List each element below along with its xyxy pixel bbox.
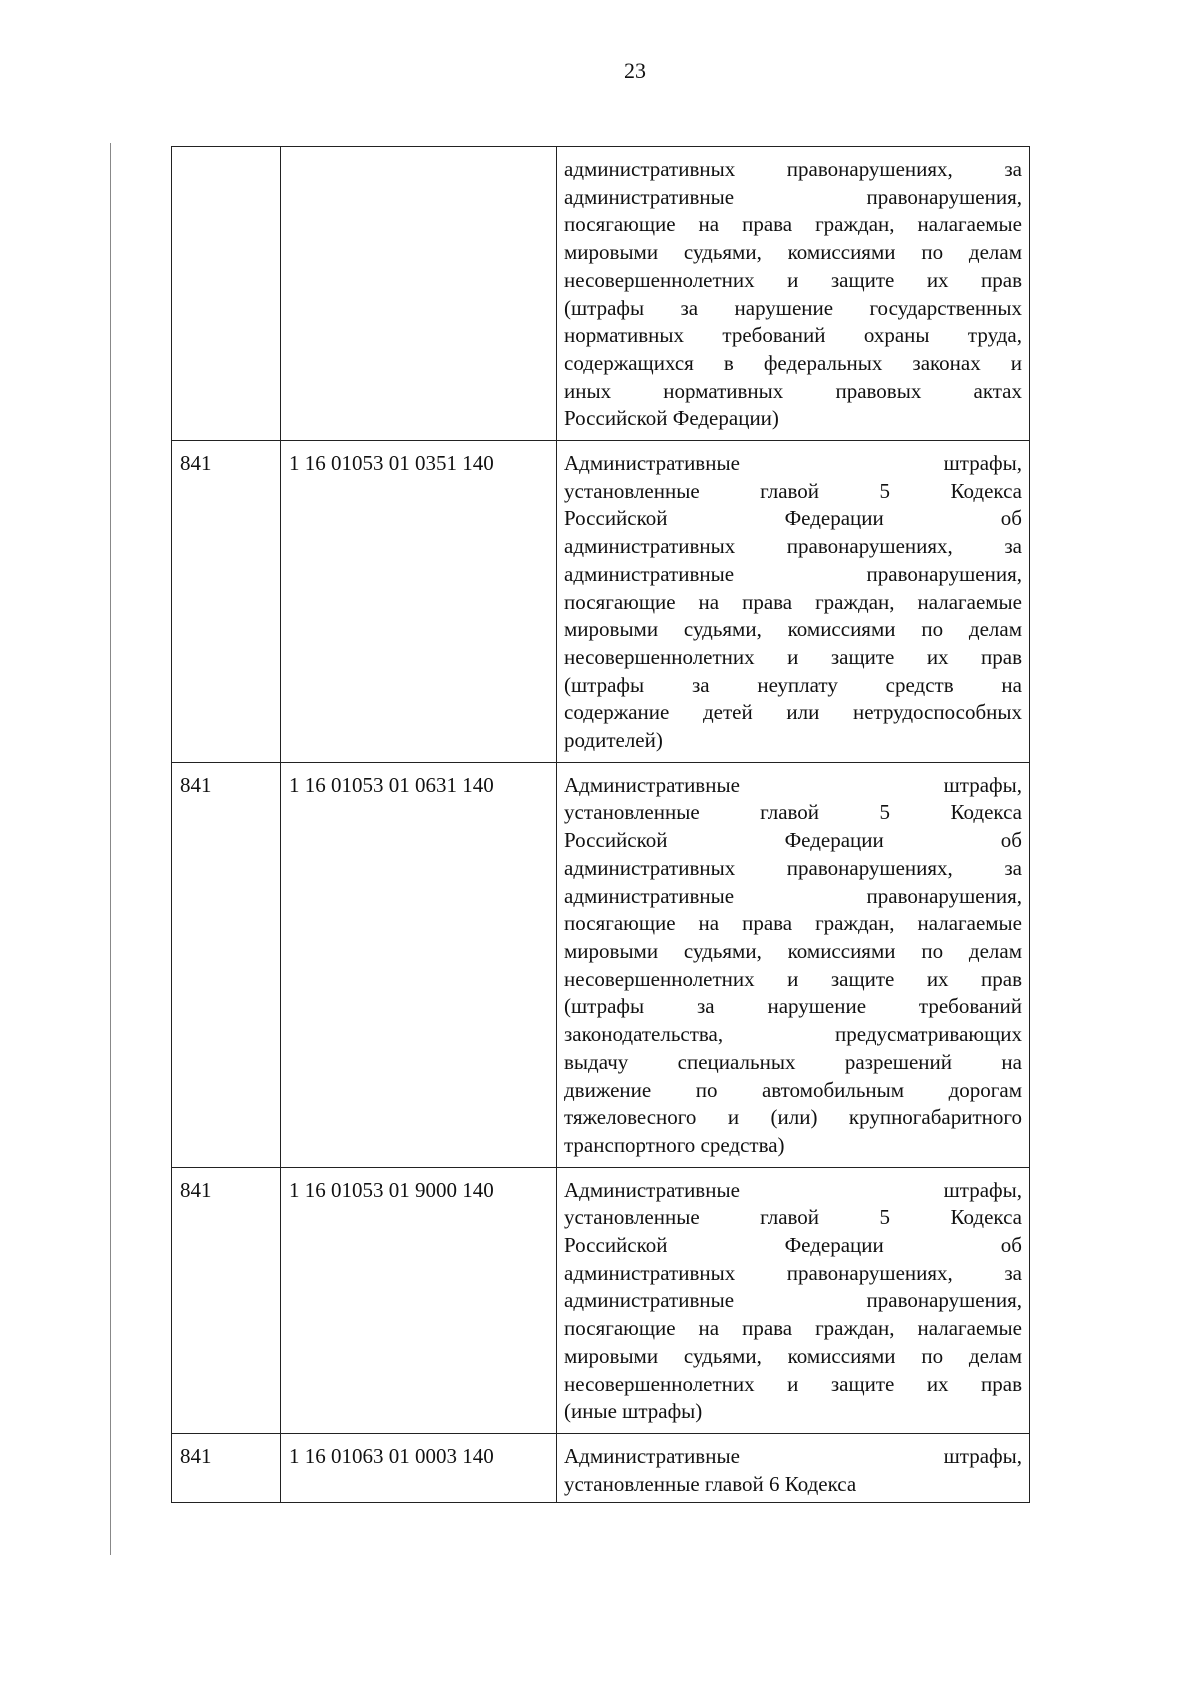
description-line: родителей): [564, 728, 663, 753]
description-line: административных правонарушениях, за: [564, 157, 1022, 181]
description-line: установленные главой 5 Кодекса: [564, 800, 1022, 825]
kbk-code-cell: 1 16 01053 01 9000 140: [281, 1167, 557, 1433]
description-line: тяжеловесного и (или) крупногабаритного: [564, 1105, 1022, 1130]
description-line: содержащихся в федеральных законах и: [564, 350, 1022, 375]
description-line: транспортного средства): [564, 1132, 785, 1157]
description-line: несовершеннолетних и защите их прав: [564, 267, 1022, 292]
description-line: Российской Федерации): [564, 406, 779, 431]
description-line: Административные штрафы,: [564, 1443, 1022, 1468]
description-line: (штрафы за неуплату средств на: [564, 672, 1022, 697]
table-row: [172, 1167, 1030, 1433]
description-line: несовершеннолетних и защите их прав: [564, 644, 1022, 669]
description-line: установленные главой 6 Кодекса: [564, 1471, 857, 1496]
description-line: Административные штрафы,: [564, 451, 1022, 476]
description-line: движение по автомобильным дорогам: [564, 1077, 1022, 1102]
budget-classification-table: [171, 146, 1030, 1503]
table-body: [172, 147, 1030, 1503]
description-line: установленные главой 5 Кодекса: [564, 1205, 1022, 1230]
table-row: [172, 441, 1030, 763]
description-line: (штрафы за нарушение государственных: [564, 295, 1022, 320]
description-line: выдачу специальных разрешений на: [564, 1049, 1022, 1074]
table-row: [172, 147, 1030, 441]
description-line: административные правонарушения,: [564, 184, 1022, 209]
description-line: административных правонарушениях, за: [564, 855, 1022, 880]
table-row: [172, 1433, 1030, 1502]
description-line: содержание детей или нетрудоспособных: [564, 700, 1022, 725]
description-cell: [557, 1167, 1030, 1433]
admin-code-cell: 841: [172, 441, 281, 763]
page-number: 23: [624, 58, 646, 83]
description-line: мировыми судьями, комиссиями по делам: [564, 240, 1022, 265]
description-line: Административные штрафы,: [564, 1177, 1022, 1202]
description-cell: [557, 762, 1030, 1167]
description-line: несовершеннолетних и защите их прав: [564, 966, 1022, 991]
kbk-code-cell: 1 16 01063 01 0003 140: [281, 1433, 557, 1502]
admin-code-cell: 841: [172, 1433, 281, 1502]
description-line: иных нормативных правовых актах: [564, 378, 1022, 403]
description-line: посягающие на права граждан, налагаемые: [564, 1316, 1022, 1341]
description-line: посягающие на права граждан, налагаемые: [564, 911, 1022, 936]
description-line: Российской Федерации об: [564, 828, 1022, 853]
description-cell: [557, 147, 1030, 441]
kbk-code-cell: 1 16 01053 01 0351 140: [281, 441, 557, 763]
description-line: несовершеннолетних и защите их прав: [564, 1371, 1022, 1396]
description-line: мировыми судьями, комиссиями по делам: [564, 1343, 1022, 1368]
description-line: установленные главой 5 Кодекса: [564, 478, 1022, 503]
description-cell: [557, 1433, 1030, 1502]
description-line: административные правонарушения,: [564, 1288, 1022, 1313]
description-line: Российской Федерации об: [564, 506, 1022, 531]
kbk-code-cell: [281, 147, 557, 441]
description-line: (иные штрафы): [564, 1399, 703, 1424]
description-line: административные правонарушения,: [564, 883, 1022, 908]
description-line: посягающие на права граждан, налагаемые: [564, 589, 1022, 614]
description-line: Административные штрафы,: [564, 772, 1022, 797]
description-line: мировыми судьями, комиссиями по делам: [564, 617, 1022, 642]
admin-code-cell: [172, 147, 281, 441]
admin-code-cell: 841: [172, 1167, 281, 1433]
description-line: административные правонарушения,: [564, 561, 1022, 586]
description-line: законодательства, предусматривающих: [564, 1022, 1022, 1047]
description-line: (штрафы за нарушение требований: [564, 994, 1022, 1019]
description-line: мировыми судьями, комиссиями по делам: [564, 938, 1022, 963]
description-line: административных правонарушениях, за: [564, 534, 1022, 559]
kbk-code-cell: 1 16 01053 01 0631 140: [281, 762, 557, 1167]
description-line: административных правонарушениях, за: [564, 1260, 1022, 1285]
description-line: нормативных требований охраны труда,: [564, 323, 1022, 348]
table-row: [172, 762, 1030, 1167]
description-cell: [557, 441, 1030, 763]
admin-code-cell: 841: [172, 762, 281, 1167]
description-line: Российской Федерации об: [564, 1233, 1022, 1258]
margin-line: [110, 143, 111, 1555]
description-line: посягающие на права граждан, налагаемые: [564, 212, 1022, 237]
